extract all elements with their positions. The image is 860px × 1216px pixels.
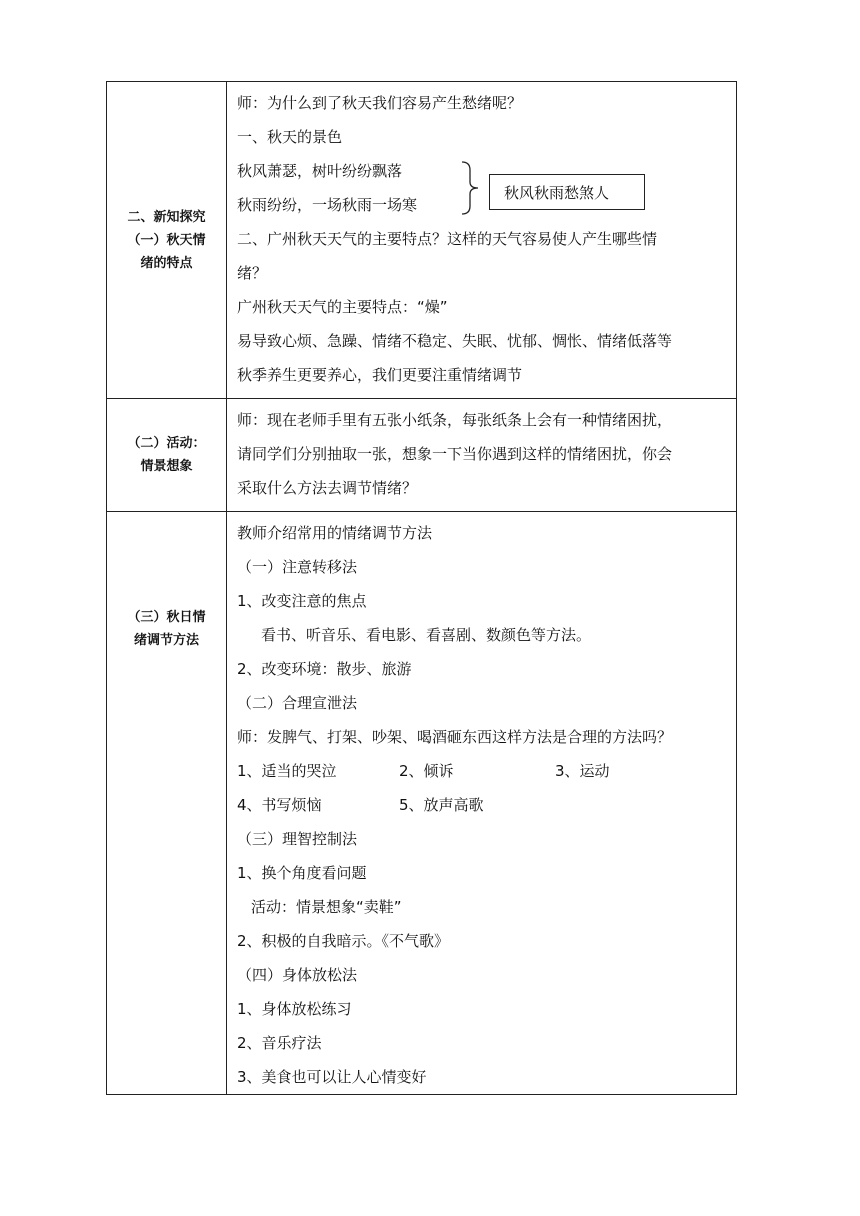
- subheading: （一）注意转移法: [237, 558, 358, 576]
- method-item: 1、适当的哭泣: [237, 762, 337, 780]
- section-content: [227, 512, 737, 1095]
- text-line: 采取什么方法去调节情绪？: [237, 479, 418, 497]
- section-label: [107, 399, 227, 512]
- question-line: 二、广州秋天天气的主要特点？这样的天气容易使人产生哪些情: [237, 230, 658, 248]
- season-group: [237, 154, 736, 222]
- table-row: [107, 512, 737, 1095]
- text-line: 3、美食也可以让人心情变好: [237, 1068, 427, 1086]
- text-line: 广州秋天天气的主要特点：“燥”: [237, 298, 448, 316]
- method-item: 4、书写烦恼: [237, 796, 322, 814]
- question-line: 师：为什么到了秋天我们容易产生愁绪呢？: [237, 94, 523, 112]
- subheading: （四）身体放松法: [237, 966, 358, 984]
- text-line: 2、音乐疗法: [237, 1034, 322, 1052]
- text-line: 活动：情景想象“卖鞋”: [251, 898, 402, 916]
- text-line: 2、改变环境：散步、旅游: [237, 660, 412, 678]
- text-line: 看书、听音乐、看电影、看喜剧、数颜色等方法。: [261, 626, 592, 644]
- label-line: （二）活动：: [127, 436, 206, 451]
- curly-brace-icon: [459, 160, 483, 216]
- methods-row: [237, 788, 736, 822]
- table-row: [107, 399, 737, 512]
- subheading: 一、秋天的景色: [237, 128, 343, 146]
- subheading: （三）理智控制法: [237, 830, 358, 848]
- method-item: 5、放声高歌: [399, 796, 484, 814]
- label-line: （一）秋天情: [127, 232, 206, 248]
- method-item: 3、运动: [555, 762, 610, 780]
- text-line: 绪？: [237, 264, 268, 282]
- text-line: 师：现在老师手里有五张小纸条，每张纸条上会有一种情绪困扰，: [237, 411, 673, 429]
- label-line: 绪的特点: [140, 255, 193, 271]
- section-content: [227, 399, 737, 512]
- text-line: 请同学们分别抽取一张，想象一下当你遇到这样的情绪困扰，你会: [237, 445, 673, 463]
- subheading: （二）合理宣泄法: [237, 694, 358, 712]
- section-content: [227, 82, 737, 399]
- label-line: 二、新知探究: [127, 209, 206, 225]
- summary-box: 秋风秋雨愁煞人: [489, 174, 645, 210]
- table-row: [107, 82, 737, 399]
- text-line: 易导致心烦、急躁、情绪不稳定、失眠、忧郁、惆怅、情绪低落等: [237, 332, 673, 350]
- section-label: [107, 512, 227, 1095]
- lesson-plan-table: [106, 81, 737, 1095]
- text-line: 1、改变注意的焦点: [237, 592, 367, 610]
- text-line: 秋季养生更要养心，我们更要注重情绪调节: [237, 366, 523, 384]
- text-line: 1、换个角度看问题: [237, 864, 367, 882]
- method-item: 2、倾诉: [399, 762, 454, 780]
- text-line: 2、积极的自我暗示。《不气歌》: [237, 932, 450, 950]
- text-line: 1、身体放松练习: [237, 1000, 352, 1018]
- label-line: （三）秋日情: [127, 610, 206, 625]
- season-line: 秋风萧瑟，树叶纷纷飘落: [237, 162, 403, 180]
- methods-row: [237, 754, 736, 788]
- season-line: 秋雨纷纷，一场秋雨一场寒: [237, 196, 418, 214]
- label-line: 绪调节方法: [133, 633, 199, 648]
- label-line: 情景想象: [140, 459, 193, 474]
- text-line: 教师介绍常用的情绪调节方法: [237, 524, 433, 542]
- section-label: [107, 82, 227, 399]
- question-line: 师：发脾气、打架、吵架、喝酒砸东西这样方法是合理的方法吗？: [237, 728, 673, 746]
